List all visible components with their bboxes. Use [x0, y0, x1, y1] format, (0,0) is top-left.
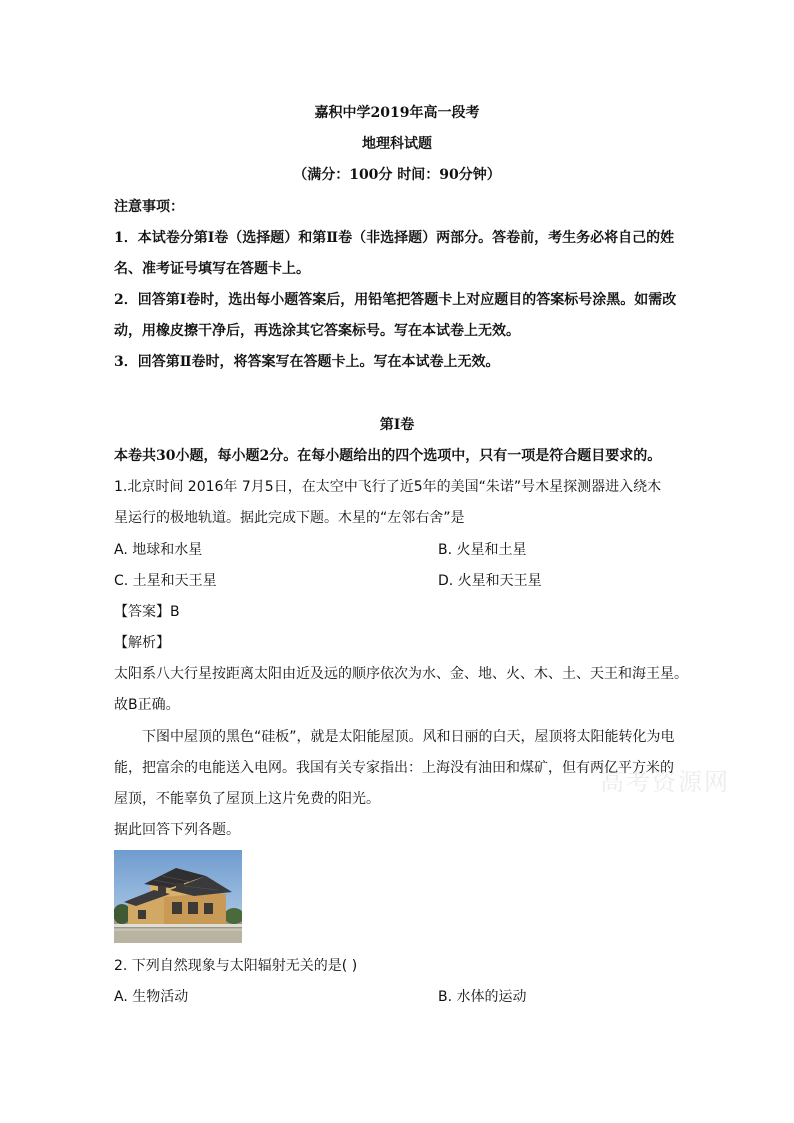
notice-heading: 注意事项： — [114, 199, 184, 215]
option-c: C. 土星和天王星 — [114, 573, 217, 589]
question-stem: 1.北京时间 2016年 7月5日，在太空中飞行了近5年的美国“朱诺”号木星探测器进入绕木 — [114, 479, 662, 495]
watermark: 高考资源网 — [600, 768, 730, 796]
notice-line: 动，用橡皮擦干净后，再选涂其它答案标号。写在本试卷上无效。 — [114, 323, 520, 339]
notice-line: 1．本试卷分第Ⅰ卷（选择题）和第Ⅱ卷（非选择题）两部分。答卷前，考生务必将自己的姓 — [114, 230, 675, 246]
exam-title: 嘉积中学2019年高一段考 — [314, 105, 480, 121]
option-b: B. 火星和土星 — [438, 542, 527, 558]
passage-text: 据此回答下列各题。 — [114, 822, 240, 838]
option-d: D. 火星和天王星 — [438, 573, 542, 589]
section-title: 第Ⅰ卷 — [379, 417, 415, 433]
notice-line: 2．回答第Ⅰ卷时，选出每小题答案后，用铅笔把答题卡上对应题目的答案标号涂黑。如需改 — [114, 292, 677, 308]
passage-text: 能，把富余的电能送入电网。我国有关专家指出：上海没有油田和煤矿，但有两亿平方米的 — [114, 760, 674, 776]
exam-meta: （满分：100分 时间：90分钟） — [293, 167, 501, 183]
notice-line: 3．回答第Ⅱ卷时，将答案写在答题卡上。写在本试卷上无效。 — [114, 354, 500, 370]
option-b: B. 水体的运动 — [438, 989, 527, 1005]
solar-roof-house-photo — [114, 850, 242, 943]
question-stem: 2. 下列自然现象与太阳辐射无关的是( ) — [114, 958, 358, 974]
passage-text: 屋顶，不能辜负了屋顶上这片免费的阳光。 — [114, 791, 380, 807]
exam-subtitle: 地理科试题 — [362, 136, 432, 152]
option-a: A. 地球和水星 — [114, 542, 203, 558]
question-stem: 星运行的极地轨道。据此完成下题。木星的“左邻右舍”是 — [114, 510, 465, 526]
analysis-text: 太阳系八大行星按距离太阳由近及远的顺序依次为水、金、地、火、木、土、天王和海王星。 — [114, 666, 688, 682]
notice-line: 名、准考证号填写在答题卡上。 — [114, 261, 310, 277]
passage-text: 下图中屋顶的黑色“硅板”，就是太阳能屋顶。风和日丽的白天，屋顶将太阳能转化为电 — [142, 729, 675, 745]
analysis-label: 【解析】 — [114, 635, 170, 651]
analysis-text: 故B正确。 — [114, 697, 180, 713]
section-intro: 本卷共30小题，每小题2分。在每小题给出的四个选项中，只有一项是符合题目要求的。 — [114, 448, 662, 464]
option-a: A. 生物活动 — [114, 989, 189, 1005]
answer-label: 【答案】B — [114, 604, 180, 620]
